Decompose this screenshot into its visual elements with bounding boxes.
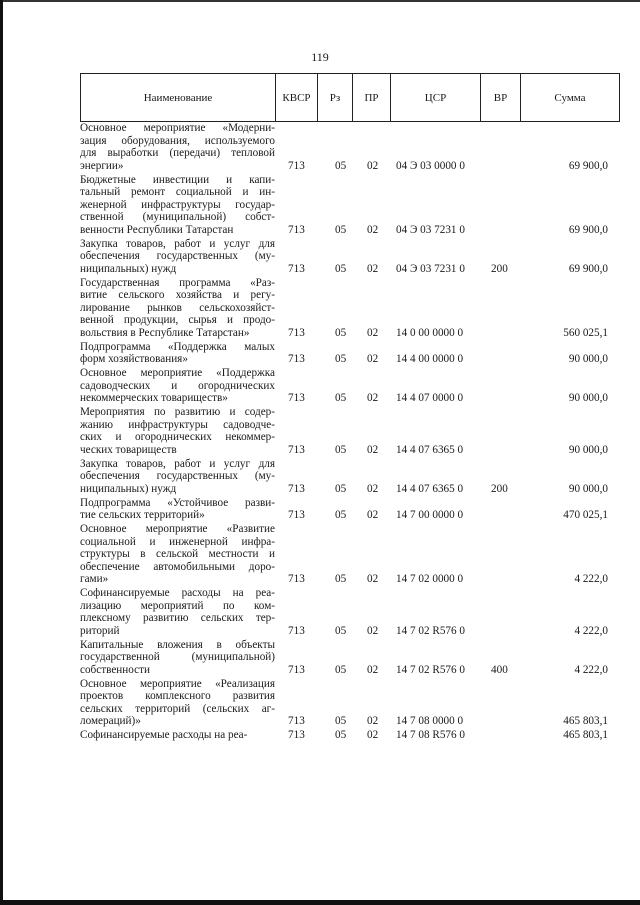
row-kvsr: 713 — [288, 482, 305, 495]
row-kvsr: 713 — [288, 262, 305, 275]
row-name-line: плексному развитию сельских тер- — [80, 612, 275, 624]
row-pr: 02 — [367, 392, 379, 404]
row-name-line: венной продукции, сырья и продо- — [80, 314, 275, 326]
row-kvsr: 713 — [288, 624, 305, 637]
page-bottom-border — [0, 900, 640, 905]
row-kvsr: 713 — [288, 326, 305, 339]
page-number: 119 — [311, 50, 329, 64]
row-name — [80, 497, 275, 522]
row-name-line: ственной (муниципальной) собст- — [80, 211, 275, 223]
table-row — [80, 174, 620, 237]
row-name — [80, 406, 275, 456]
row-name-line: сельских территорий (сельских аг- — [80, 702, 275, 715]
row-kvsr: 713 — [288, 443, 305, 456]
row-name-line: ниципальных) нужд — [80, 262, 177, 275]
row-name-line: для выработки (передачи) тепловой — [80, 147, 275, 159]
row-rz: 05 — [335, 392, 347, 404]
row-name — [80, 458, 275, 496]
row-sum: 69 900,0 — [568, 262, 608, 275]
row-sum: 90 000,0 — [568, 353, 608, 365]
row-rz: 05 — [335, 715, 347, 727]
row-name-line: социальной и инженерной инфра- — [80, 535, 275, 548]
row-name — [80, 367, 275, 405]
page-left-border — [0, 0, 3, 905]
row-vr: 200 — [491, 262, 508, 275]
row-pr: 02 — [367, 509, 379, 521]
row-pr: 02 — [367, 482, 379, 495]
row-sum: 4 222,0 — [574, 573, 608, 585]
row-name-line: гами» — [80, 573, 109, 585]
row-name-line: ниципальных) нужд — [80, 482, 177, 495]
row-name-line: обеспечения государственных (му- — [80, 250, 275, 262]
row-pr: 02 — [367, 573, 379, 585]
row-rz: 05 — [335, 223, 347, 236]
row-pr: 02 — [367, 663, 379, 676]
table-header — [80, 73, 620, 122]
row-kvsr: 713 — [288, 573, 305, 585]
row-name-line: Основное мероприятие «Развитие — [80, 523, 275, 535]
row-kvsr: 713 — [288, 223, 305, 236]
row-name-line: Мероприятия по развитию и содер- — [80, 406, 275, 418]
row-kvsr: 713 — [288, 729, 305, 741]
row-csr: 14 7 08 R576 0 — [396, 729, 465, 741]
row-name-line: форм хозяйствования» — [80, 353, 188, 365]
table-row — [80, 523, 620, 586]
row-pr: 02 — [367, 326, 379, 339]
header-kvsr: КВСР — [276, 74, 318, 121]
row-name-line: Подпрограмма «Поддержка малых — [80, 340, 275, 353]
row-name — [80, 639, 275, 677]
row-rz: 05 — [335, 443, 347, 456]
table-row — [80, 277, 620, 340]
row-pr: 02 — [367, 262, 379, 275]
row-sum: 69 900,0 — [568, 223, 608, 236]
row-name — [80, 238, 275, 276]
row-name — [80, 174, 275, 237]
row-name-line: Основное мероприятие «Реализация — [80, 677, 275, 690]
row-pr: 02 — [367, 729, 379, 741]
row-name-line: ческих товариществ — [80, 443, 177, 456]
row-name-line: лирование рынков сельскохозяйст- — [80, 301, 275, 314]
row-sum: 90 000,0 — [568, 443, 608, 456]
row-name-line: собственности — [80, 663, 150, 676]
row-kvsr: 713 — [288, 392, 305, 404]
row-pr: 02 — [367, 715, 379, 727]
row-csr: 14 4 07 6365 0 — [396, 482, 464, 495]
table-row — [80, 678, 620, 728]
row-kvsr: 713 — [288, 715, 305, 727]
row-sum: 4 222,0 — [574, 663, 608, 676]
row-rz: 05 — [335, 159, 347, 172]
table-row — [80, 458, 620, 496]
row-name-line: проектов комплексного развития — [80, 690, 275, 702]
row-name-line: государственной (муниципальной) — [80, 651, 275, 663]
table-row — [80, 497, 620, 522]
page-top-border — [0, 0, 640, 2]
row-name — [80, 122, 275, 172]
row-vr: 200 — [491, 482, 508, 495]
row-sum: 560 025,1 — [563, 326, 608, 339]
table-row — [80, 122, 620, 172]
row-csr: 04 Э 03 7231 0 — [396, 262, 465, 275]
row-name-line: женерной инфраструктуры государ- — [80, 198, 275, 211]
row-kvsr: 713 — [288, 663, 305, 676]
row-name-line: Государственная программа «Раз- — [80, 276, 275, 289]
table-row — [80, 238, 620, 276]
row-pr: 02 — [367, 159, 379, 172]
row-name-line: Софинансируемые расходы на реа- — [80, 587, 275, 599]
row-name-line: витие сельского хозяйства и регу- — [80, 289, 275, 301]
row-name-line: энергии» — [80, 159, 124, 172]
table-row — [80, 341, 620, 366]
row-name-line: венности Республики Татарстан — [80, 223, 234, 236]
row-csr: 14 7 02 R576 0 — [396, 663, 465, 676]
header-csr: ЦСР — [391, 74, 481, 121]
header-rz: Рз — [318, 74, 353, 121]
row-rz: 05 — [335, 729, 347, 741]
row-sum: 90 000,0 — [568, 482, 608, 495]
header-name: Наименование — [81, 74, 276, 121]
row-name — [80, 729, 275, 742]
row-name-line: риторий — [80, 624, 120, 637]
row-rz: 05 — [335, 573, 347, 585]
row-name-line: садоводческих и огороднических — [80, 379, 275, 392]
row-rz: 05 — [335, 482, 347, 495]
row-sum: 465 803,1 — [563, 715, 608, 727]
row-name-line: ломераций)» — [80, 715, 141, 727]
row-csr: 14 4 07 0000 0 — [396, 392, 464, 404]
row-name — [80, 523, 275, 586]
row-csr: 14 7 02 0000 0 — [396, 573, 464, 585]
row-rz: 05 — [335, 326, 347, 339]
row-name-line: зация оборудования, используемого — [80, 134, 275, 147]
row-name-line: вольствия в Республике Татарстан» — [80, 326, 250, 339]
row-csr: 04 Э 03 0000 0 — [396, 159, 465, 172]
row-csr: 14 4 00 0000 0 — [396, 353, 464, 365]
row-csr: 14 7 02 R576 0 — [396, 624, 465, 637]
row-sum: 470 025,1 — [563, 509, 608, 521]
header-pr: ПР — [353, 74, 391, 121]
row-pr: 02 — [367, 223, 379, 236]
row-pr: 02 — [367, 624, 379, 637]
row-name-line: обеспечение автомобильными доро- — [80, 560, 275, 573]
row-name-line: жанию инфраструктуры садоводче- — [80, 418, 275, 431]
row-csr: 14 7 08 0000 0 — [396, 715, 464, 727]
table-row — [80, 406, 620, 456]
row-csr: 14 7 00 0000 0 — [396, 509, 464, 521]
row-name-line: Основное мероприятие «Поддержка — [80, 367, 275, 379]
row-rz: 05 — [335, 262, 347, 275]
row-csr: 14 4 07 6365 0 — [396, 443, 464, 456]
row-name-line: ских и огороднических некоммер- — [80, 431, 275, 443]
row-name-line: Закупка товаров, работ и услуг для — [80, 457, 275, 470]
row-name — [80, 341, 275, 366]
table-row — [80, 639, 620, 677]
row-name — [80, 277, 275, 340]
row-name-line: Софинансируемые расходы на реа- — [80, 729, 248, 741]
row-rz: 05 — [335, 663, 347, 676]
row-name-line: структуры в сельской местности и — [80, 548, 275, 560]
row-name-line: тие сельских территорий» — [80, 509, 205, 521]
row-kvsr: 713 — [288, 353, 305, 365]
row-name-line: Подпрограмма «Устойчивое разви- — [80, 496, 275, 509]
row-name-line: обеспечения государственных (му- — [80, 470, 275, 482]
table-row — [80, 367, 620, 405]
row-name-line: Капитальные вложения в объекты — [80, 638, 275, 651]
row-name — [80, 587, 275, 637]
row-csr: 14 0 00 0000 0 — [396, 326, 464, 339]
row-name-line: Основное мероприятие «Модерни- — [80, 122, 275, 134]
header-vr: ВР — [481, 74, 521, 121]
row-kvsr: 713 — [288, 159, 305, 172]
row-csr: 04 Э 03 7231 0 — [396, 223, 465, 236]
row-rz: 05 — [335, 624, 347, 637]
row-name-line: Закупка товаров, работ и услуг для — [80, 237, 275, 250]
row-name-line: Бюджетные инвестиции и капи- — [80, 173, 275, 186]
row-vr: 400 — [491, 663, 508, 676]
row-kvsr: 713 — [288, 509, 305, 521]
row-rz: 05 — [335, 353, 347, 365]
row-name-line: лизацию мероприятий по ком- — [80, 599, 275, 612]
row-pr: 02 — [367, 353, 379, 365]
row-name — [80, 678, 275, 728]
row-sum: 465 803,1 — [563, 729, 608, 741]
row-sum: 69 900,0 — [568, 159, 608, 172]
row-name-line: тальный ремонт социальной и ин- — [80, 186, 275, 198]
row-rz: 05 — [335, 509, 347, 521]
row-sum: 90 000,0 — [568, 392, 608, 404]
table-row — [80, 729, 620, 742]
table-row — [80, 587, 620, 637]
header-sum: Сумма — [554, 91, 586, 104]
row-sum: 4 222,0 — [574, 624, 608, 637]
row-pr: 02 — [367, 443, 379, 456]
row-name-line: некоммерческих товариществ» — [80, 392, 228, 404]
